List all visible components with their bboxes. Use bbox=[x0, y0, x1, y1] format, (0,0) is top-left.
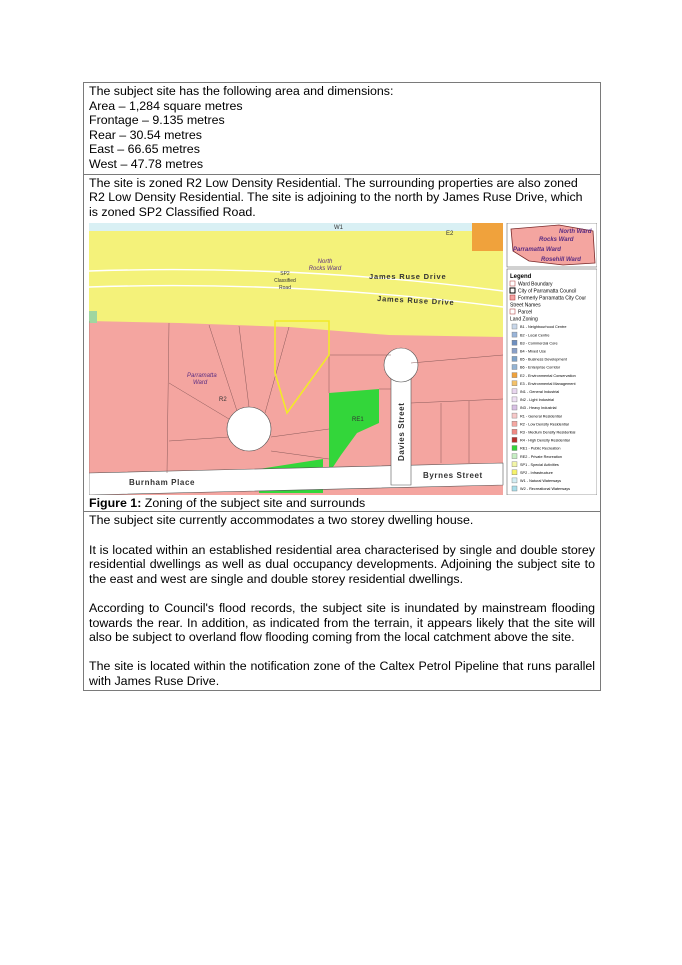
burnham-place-label: Burnham Place bbox=[129, 478, 196, 488]
parramatta-ward-label: Parramatta bbox=[187, 373, 217, 380]
legend-zoning-swatch bbox=[512, 446, 517, 451]
zoning-cell bbox=[84, 175, 600, 513]
legend-zoning-label: B4 - Mixed Use bbox=[520, 349, 546, 354]
legend-zoning-label: IN1 - General Industrial bbox=[520, 390, 560, 395]
frontage-line: Frontage – 9.135 metres bbox=[89, 113, 225, 128]
e2-zone-area bbox=[472, 223, 503, 251]
e2-label: E2 bbox=[446, 231, 454, 238]
legend-zoning-label: R4 - High Density Residential bbox=[520, 438, 570, 443]
zoning-text-line-1: The site is zoned R2 Low Density Residential. The surrounding properties are also zoned bbox=[89, 175, 578, 190]
figure-caption-text: Zoning of the subject site and surrounds bbox=[141, 496, 366, 511]
legend-zoning-label: W1 - Natural Waterways bbox=[520, 479, 561, 484]
w1-zone-strip bbox=[89, 223, 503, 231]
legend-zoning-swatch bbox=[512, 324, 517, 329]
east-line: East – 66.65 metres bbox=[89, 142, 200, 157]
legend-zoning-label: IN3 - Heavy Industrial bbox=[520, 406, 557, 411]
legend-zoning-swatch bbox=[512, 349, 517, 354]
legend-label: Ward Boundary bbox=[518, 281, 553, 288]
zoning-text-line-3: is zoned SP2 Classified Road. bbox=[89, 204, 256, 219]
legend-zoning-label: R3 - Medium Density Residential bbox=[520, 430, 576, 435]
legend-swatch bbox=[510, 281, 515, 286]
legend-zoning-label: SP1 - Special Activities bbox=[520, 463, 559, 468]
description-paragraph-2: It is located within an established residential area characterised by single and double storey residential dwellings as well as dual occupancy developments. Adjoining the subject site to the east and west are single and double storey residential dwellings. bbox=[89, 542, 595, 586]
legend-zoning-swatch bbox=[512, 430, 517, 435]
document-table bbox=[83, 82, 601, 691]
byrnes-street-label: Byrnes Street bbox=[423, 471, 483, 481]
legend-swatch bbox=[510, 309, 515, 314]
legend-zoning-label: B3 - Commercial Core bbox=[520, 341, 558, 346]
sp2-label: SP2 bbox=[280, 271, 290, 278]
w1-label: W1 bbox=[334, 225, 343, 232]
figure-caption bbox=[89, 497, 595, 509]
description-cell bbox=[84, 512, 600, 690]
legend-zoning-swatch bbox=[512, 462, 517, 467]
davies-street-label: Davies Street bbox=[397, 402, 406, 462]
legend-zoning-swatch bbox=[512, 397, 517, 402]
legend-swatch bbox=[510, 295, 515, 300]
legend-zoning-label: RE2 - Private Recreation bbox=[520, 455, 562, 460]
burnham-cul-de-sac bbox=[227, 407, 271, 451]
zoning-map bbox=[89, 223, 597, 495]
james-ruse-label-1: James Ruse Drive bbox=[369, 272, 447, 282]
site-dimensions-cell bbox=[84, 83, 600, 175]
road-label: Road bbox=[279, 285, 291, 292]
legend-zoning-swatch bbox=[512, 389, 517, 394]
legend-zoning-label: B6 - Enterprise Corridor bbox=[520, 366, 561, 371]
legend-zoning-swatch bbox=[512, 486, 517, 491]
legend-zoning-label: R2 - Low Density Residential bbox=[520, 422, 569, 427]
legend-zoning-label: W2 - Recreational Waterways bbox=[520, 487, 571, 492]
legend-zoning-label: IN2 - Light Industrial bbox=[520, 398, 554, 403]
legend-zoning-swatch bbox=[512, 405, 517, 410]
legend-zoning-label: E2 - Environmental Conservation bbox=[520, 374, 576, 379]
legend-label: Parcel bbox=[518, 309, 533, 316]
area-line: Area – 1,284 square metres bbox=[89, 98, 243, 113]
legend-label: City of Parramatta Council bbox=[518, 288, 577, 295]
legend-zoning-swatch bbox=[512, 381, 517, 386]
ward-label: Ward bbox=[193, 380, 208, 387]
legend-zoning-swatch bbox=[512, 341, 517, 346]
description-paragraph-3: According to Council's flood records, the subject site is inundated by mainstream flooding towards the rear. In addition, as indicated from the terrain, it appears likely that the site will also be subject to overland flow flooding coming from the local catchment above the site. bbox=[89, 600, 595, 645]
legend-title: Legend bbox=[510, 274, 532, 281]
description-paragraph-4: The site is located within the notification zone of the Caltex Petrol Pipeline that runs parallel with James Ruse Drive. bbox=[89, 659, 595, 688]
zoning-text-line-2: R2 Low Density Residential. The site is adjoining to the north by James Ruse Drive, which bbox=[89, 190, 583, 205]
legend-zoning-swatch bbox=[512, 470, 517, 475]
legend-zoning-label: SP2 - Infrastructure bbox=[520, 471, 553, 476]
legend-zoning-swatch bbox=[512, 454, 517, 459]
rocks-ward-label: Rocks Ward bbox=[308, 266, 342, 273]
w1-zone-corner bbox=[89, 311, 97, 323]
legend-zoning-swatch bbox=[512, 422, 517, 427]
inset-rocks-ward-label: Rocks Ward bbox=[539, 237, 574, 244]
r2-label: R2 bbox=[219, 397, 227, 404]
legend-zoning-swatch bbox=[512, 438, 517, 443]
legend-zoning-swatch bbox=[512, 332, 517, 337]
legend-swatch bbox=[510, 288, 515, 293]
legend-label: Street Names bbox=[510, 302, 541, 309]
inset-north-ward-label: North Ward bbox=[559, 229, 592, 236]
james-ruse-label-2: James Ruse Drive bbox=[376, 294, 455, 308]
legend-label: Land Zoning bbox=[510, 316, 538, 323]
legend-zoning-label: RE1 - Public Recreation bbox=[520, 447, 561, 452]
legend-zoning-label: R1 - General Residential bbox=[520, 414, 562, 419]
davies-cul-de-sac bbox=[384, 348, 418, 382]
legend-zoning-swatch bbox=[512, 365, 517, 370]
inset-parramatta-ward-label: Parramatta Ward bbox=[513, 247, 561, 254]
dimensions-heading: The subject site has the following area and dimensions: bbox=[89, 84, 394, 98]
legend-zoning-swatch bbox=[512, 373, 517, 378]
legend-zoning-swatch bbox=[512, 357, 517, 362]
re1-label: RE1 bbox=[352, 417, 364, 424]
north-ward-label: North bbox=[317, 259, 333, 266]
classified-label: Classified bbox=[274, 278, 296, 285]
rear-line: Rear – 30.54 metres bbox=[89, 127, 202, 142]
legend-zoning-label: B2 - Local Centre bbox=[520, 333, 550, 338]
legend-zoning-label: E3 - Environmental Management bbox=[520, 382, 576, 387]
description-paragraph-1: The subject site currently accommodates a two storey dwelling house. bbox=[89, 513, 474, 528]
inset-rosehill-ward-label: Rosehill Ward bbox=[541, 257, 581, 264]
zoning-map-svg bbox=[89, 223, 597, 495]
west-line: West – 47.78 metres bbox=[89, 156, 204, 171]
legend-zoning-label: B1 - Neighbourhood Centre bbox=[520, 325, 567, 330]
legend-label: Formerly Parramatta City Cour bbox=[518, 295, 587, 302]
legend-zoning-label: B5 - Business Development bbox=[520, 357, 567, 362]
legend-zoning-swatch bbox=[512, 413, 517, 418]
legend-zoning-swatch bbox=[512, 478, 517, 483]
figure-caption-prefix: Figure 1: bbox=[89, 496, 142, 511]
